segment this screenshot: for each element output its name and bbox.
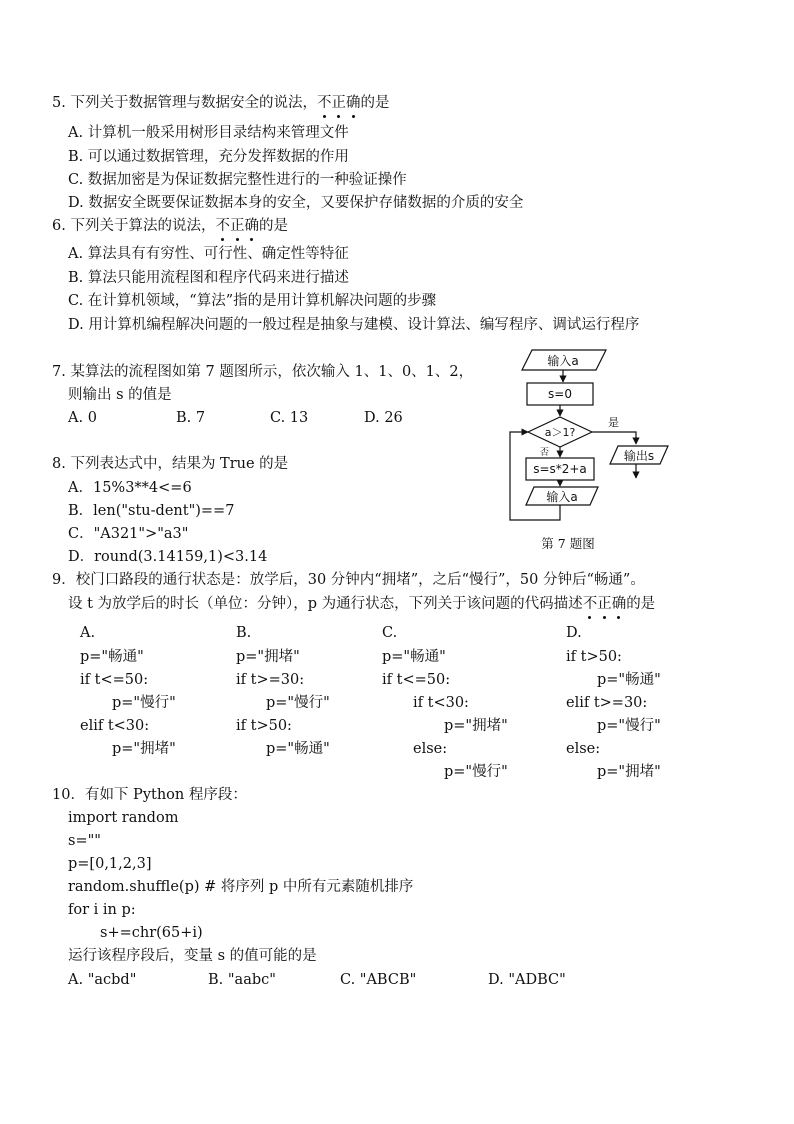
q8-option-c[interactable]: C．"A321">"a3" [68, 526, 189, 542]
q9-option-c-code-line: if t<30: [413, 695, 469, 711]
flowchart-output-label: 输出s [623, 449, 655, 463]
q9-option-d-code-line: p="慢行" [597, 718, 661, 734]
flowchart-init-label: s=0 [548, 387, 572, 401]
q9-option-d-code-line: p="拥堵" [597, 764, 661, 780]
q7-flowchart [500, 340, 690, 560]
q9-option-a-code-line: p="拥堵" [112, 741, 176, 757]
q5-emph-char: 不 [316, 95, 332, 111]
q6-option-c[interactable]: C. 在计算机领域，“算法”指的是用计算机解决问题的步骤 [68, 293, 437, 309]
q8-option-d[interactable]: D．round(3.14159,1)<3.14 [68, 549, 268, 565]
q9-option-a-label[interactable]: A. [80, 625, 96, 641]
flowchart-caption: 第 7 题图 [541, 536, 595, 551]
q5-option-b[interactable]: B. 可以通过数据管理，充分发挥数据的作用 [68, 149, 349, 165]
flowchart-update-label: s=s*2+a [533, 462, 587, 476]
q5-stem-suffix: 的是 [360, 95, 390, 111]
q9-option-d-code-line: if t>50: [566, 649, 622, 665]
q8-stem: 8. 下列表达式中，结果为 True 的是 [52, 456, 289, 472]
q9-option-c-code-line: p="慢行" [444, 764, 508, 780]
q10-option-c[interactable]: C. "ABCB" [340, 972, 417, 988]
q10-code-line: for i in p: [68, 902, 136, 918]
q6-emph-char: 确 [244, 218, 259, 234]
q6-stem-prefix: 6. 下列关于算法的说法， [52, 218, 216, 234]
q9-option-c-label[interactable]: C. [382, 625, 398, 641]
q7-stem-line1: 7. 某算法的流程图如第 7 题图所示，依次输入 1、1、0、1、2， [52, 364, 474, 380]
q10-code-line: p=[0,1,2,3] [68, 856, 152, 872]
q5-stem [52, 96, 389, 111]
q9-option-d-code-line: elif t>=30: [566, 695, 648, 711]
q8-option-a[interactable]: A．15%3**4<=6 [68, 480, 192, 496]
flowchart-input-top-label: 输入a [547, 354, 579, 368]
flowchart-condition-label: a＞1? [544, 426, 576, 439]
q9-stem-prefix: 设 t 为放学后的时长（单位：分钟），p 为通行状态，下列关于该问题的代码描述 [68, 596, 583, 612]
q9-option-a-code-line: p="慢行" [112, 695, 176, 711]
q10-code-line: random.shuffle(p) # 将序列 p 中所有元素随机排序 [68, 879, 414, 895]
q6-emph-char: 不 [215, 218, 230, 234]
q7-option-c[interactable]: C. 13 [270, 410, 309, 426]
q9-option-d-code-line: else: [566, 741, 601, 757]
q9-option-b-code-line: p="拥堵" [236, 649, 300, 665]
q8-option-b[interactable]: B．len("stu-dent")==7 [68, 503, 235, 519]
q9-stem-line1: 9．校门口路段的通行状态是：放学后，30 分钟内“拥堵”，之后“慢行”，50 分钟后“畅通”。 [52, 572, 645, 588]
q9-option-b-code-line: if t>50: [236, 718, 292, 734]
q9-option-b-code-line: if t>=30: [236, 672, 305, 688]
q7-stem-line2: 则输出 s 的值是 [68, 387, 172, 403]
q9-stem-line2 [68, 597, 655, 612]
q9-option-d-label[interactable]: D. [566, 625, 582, 641]
flowchart-yes-label: 是 [608, 416, 619, 429]
q6-stem [52, 219, 288, 234]
q9-emph-char: 不 [582, 596, 598, 612]
q10-option-a[interactable]: A. "acbd" [68, 972, 137, 988]
q5-option-c[interactable]: C. 数据加密是为保证数据完整性进行的一种验证操作 [68, 172, 407, 188]
q10-option-d[interactable]: D. "ADBC" [488, 972, 566, 988]
q9-option-a-code-line: if t<=50: [80, 672, 149, 688]
q9-stem-suffix: 的是 [626, 596, 656, 612]
q7-option-d[interactable]: D. 26 [364, 410, 403, 426]
q6-option-b[interactable]: B. 算法只能用流程图和程序代码来进行描述 [68, 270, 349, 286]
q10-question: 运行该程序段后，变量 s 的值可能的是 [68, 948, 317, 964]
q6-option-a[interactable]: A. 算法具有有穷性、可行性、确定性等特征 [68, 246, 349, 262]
q6-emph-char: 正 [229, 218, 245, 234]
q5-emph-char: 确 [345, 95, 361, 111]
q9-option-b-code-line: p="慢行" [266, 695, 330, 711]
q10-code-line: s+=chr(65+i) [100, 925, 203, 941]
q5-option-a[interactable]: A. 计算机一般采用树形目录结构来管理文件 [68, 125, 349, 141]
q10-code-line: s="" [68, 833, 101, 849]
q7-option-a[interactable]: A. 0 [68, 410, 97, 426]
flowchart-no-label: 否 [540, 448, 550, 458]
q10-option-b[interactable]: B. "aabc" [208, 972, 276, 988]
q6-option-d[interactable]: D. 用计算机编程解决问题的一般过程是抽象与建模、设计算法、编写程序、调试运行程序 [68, 317, 640, 333]
q10-code-line: import random [68, 810, 179, 826]
q5-emph-char: 正 [331, 95, 346, 111]
q9-emph-char: 确 [611, 596, 627, 612]
q6-stem-suffix: 的是 [258, 218, 288, 234]
q5-stem-emphasis [317, 95, 361, 111]
q9-option-a-code-line: p="畅通" [80, 649, 144, 665]
q9-option-d-code-line: p="畅通" [597, 672, 661, 688]
q9-option-b-code-line: p="畅通" [266, 741, 330, 757]
q9-option-c-code-line: else: [413, 741, 448, 757]
flowchart-yes-arrow [592, 432, 636, 444]
q9-option-a-code-line: elif t<30: [80, 718, 150, 734]
q5-stem-prefix: 5. 下列关于数据管理与数据安全的说法， [52, 95, 317, 111]
q7-option-b[interactable]: B. 7 [176, 410, 206, 426]
q9-option-c-code-line: p="畅通" [382, 649, 446, 665]
q9-option-c-code-line: p="拥堵" [444, 718, 508, 734]
q10-stem: 10．有如下 Python 程序段： [52, 787, 247, 803]
q9-emph-char: 正 [597, 596, 612, 612]
q6-stem-emphasis [215, 218, 259, 234]
q9-stem-emphasis [583, 596, 627, 612]
q9-option-b-label[interactable]: B. [236, 625, 252, 641]
flowchart-input-bottom-label: 输入a [546, 490, 578, 504]
q9-option-c-code-line: if t<=50: [382, 672, 451, 688]
q5-option-d[interactable]: D. 数据安全既要保证数据本身的安全，又要保护存储数据的介质的安全 [68, 195, 524, 211]
